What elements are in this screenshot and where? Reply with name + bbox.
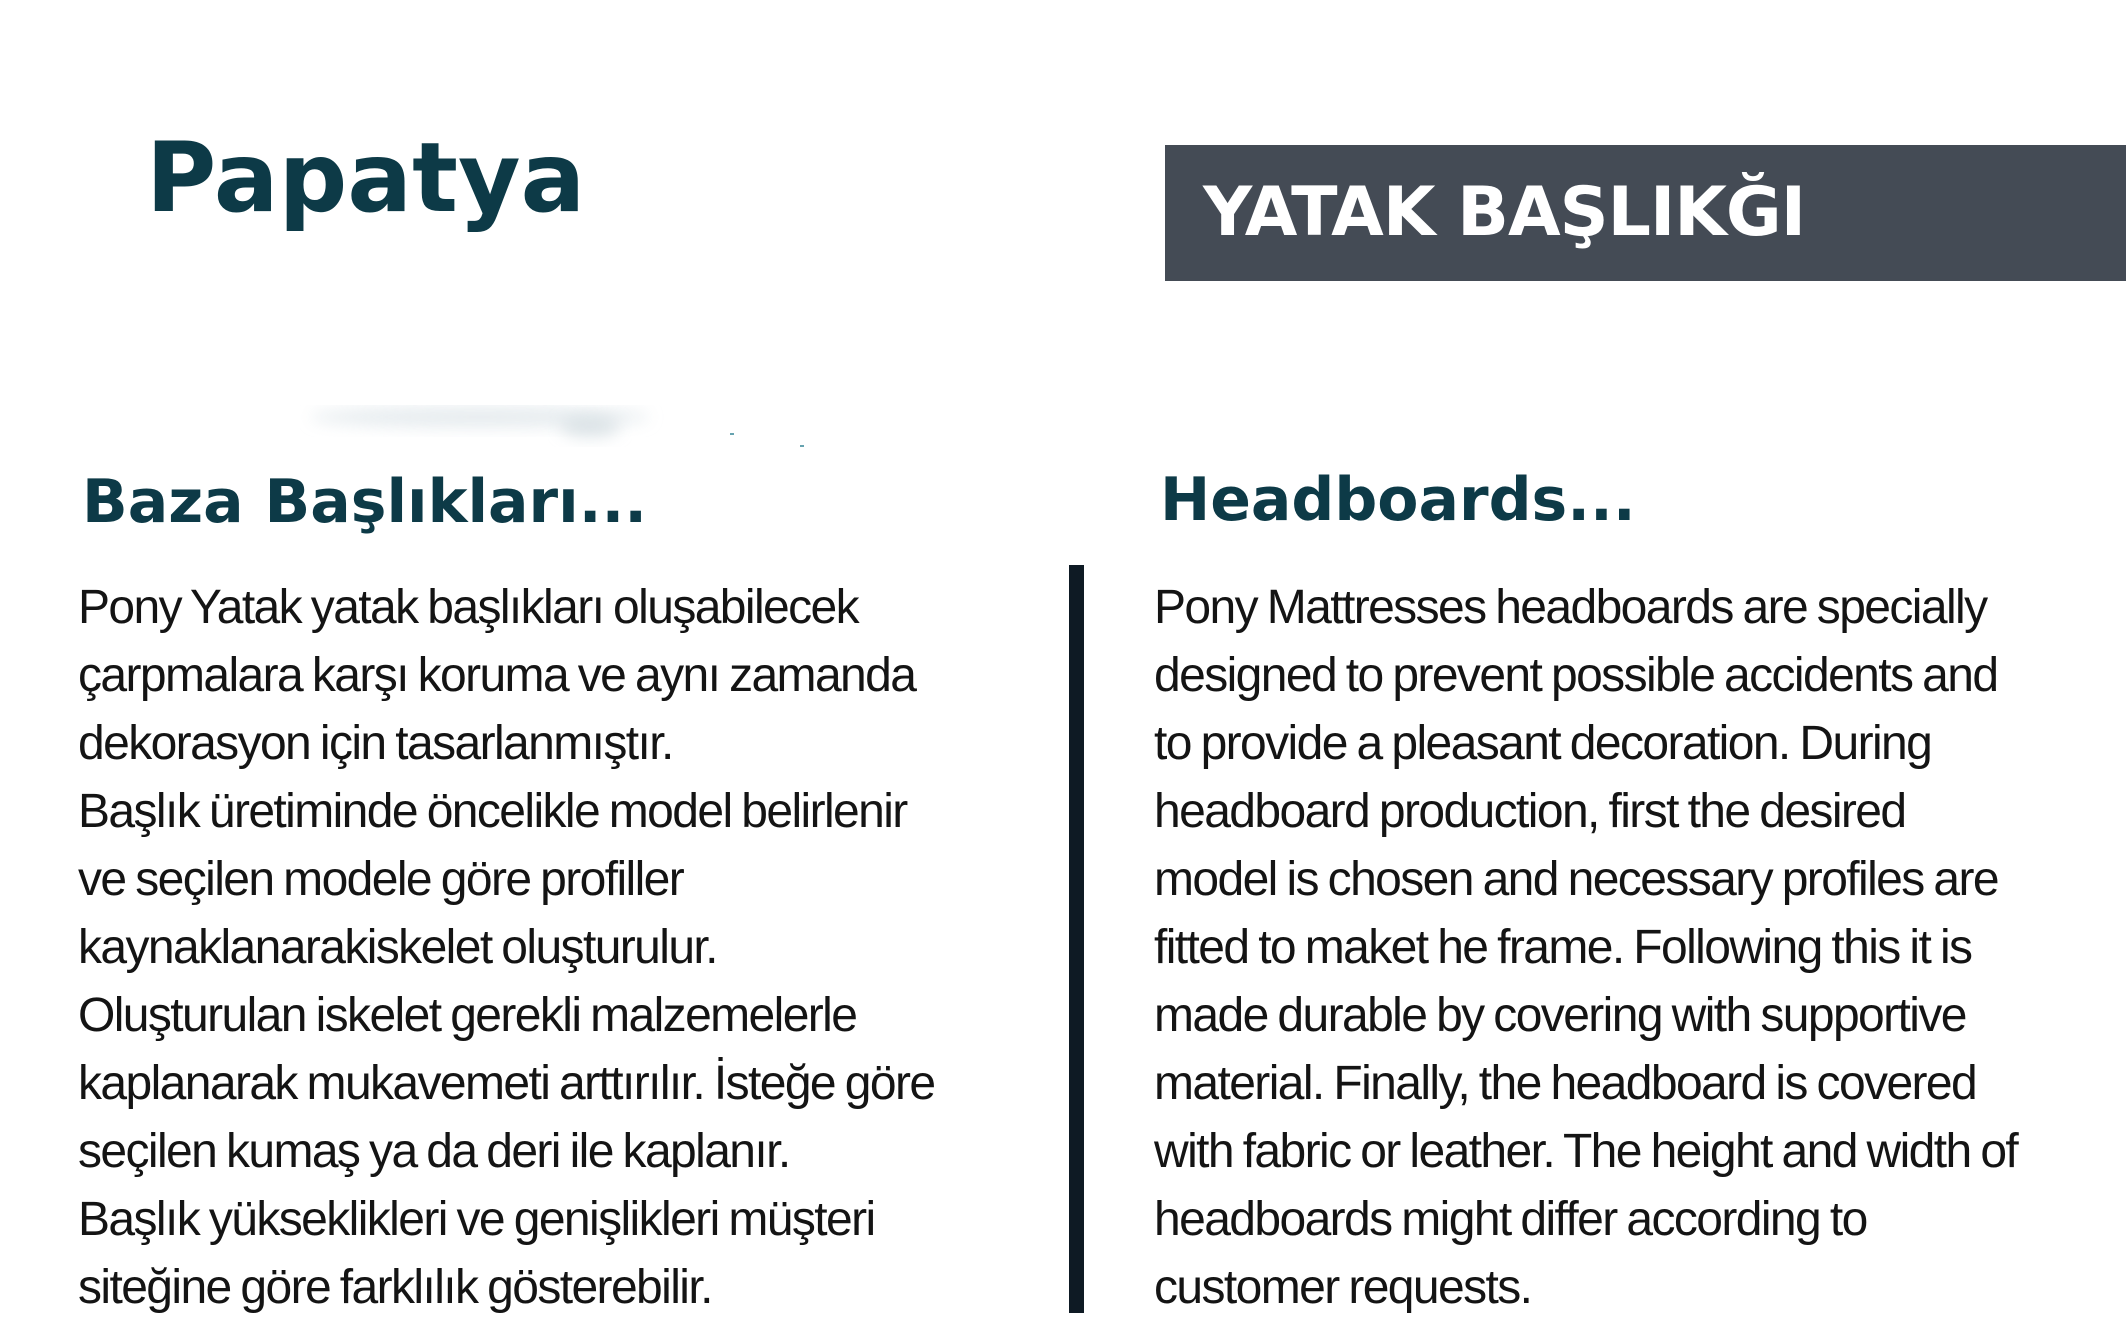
text-line: Başlık üretiminde öncelikle model belirlenir [78, 785, 907, 838]
turkish-description [78, 574, 934, 1322]
text-line: material. Finally, the headboard is covered [1154, 1057, 1977, 1110]
text-line: Başlık yükseklikleri ve genişlikleri müşteri [78, 1193, 875, 1246]
text-line: kaplanarak mukavemeti arttırılır. İsteğe göre [78, 1057, 935, 1110]
text-line: customer requests. [1154, 1261, 1532, 1314]
text-line: made durable by covering with supportive [1154, 989, 1966, 1042]
text-line: seçilen kumaş ya da deri ile kaplanır. [78, 1125, 790, 1178]
decorative-shadow [300, 405, 920, 455]
text-line: siteğine göre farklılık gösterebilir. [78, 1261, 712, 1314]
brand-title: Papatya [146, 122, 586, 234]
text-line: fitted to maket he frame. Following this it is [1154, 921, 1972, 974]
text-line: Oluşturulan iskelet gerekli malzemelerle [78, 989, 857, 1042]
text-line: kaynaklanarakiskelet oluşturulur. [78, 921, 717, 974]
text-line: ve seçilen modele göre profiller [78, 853, 684, 906]
text-line: to provide a pleasant decoration. During [1154, 717, 1932, 770]
text-line: model is chosen and necessary profiles are [1154, 853, 1998, 906]
turkish-heading: Baza Başlıkları... [82, 467, 648, 537]
text-line: headboards might differ according to [1154, 1193, 1867, 1246]
english-heading: Headboards... [1160, 465, 1636, 535]
text-line: çarpmalara karşı koruma ve aynı zamanda [78, 649, 916, 702]
text-line: dekorasyon için tasarlanmıştır. [78, 717, 673, 770]
text-line: Pony Mattresses headboards are specially [1154, 581, 1987, 634]
text-line: Pony Yatak yatak başlıkları oluşabilecek [78, 581, 859, 634]
category-banner-title: YATAK BAŞLIKĞI [1203, 173, 1806, 252]
text-line: with fabric or leather. The height and width of [1154, 1125, 2018, 1178]
text-line: designed to prevent possible accidents and [1154, 649, 1998, 702]
category-banner [1165, 145, 2126, 281]
column-divider [1069, 565, 1084, 1313]
text-line: headboard production, first the desired [1154, 785, 1906, 838]
english-description [1154, 574, 2017, 1322]
